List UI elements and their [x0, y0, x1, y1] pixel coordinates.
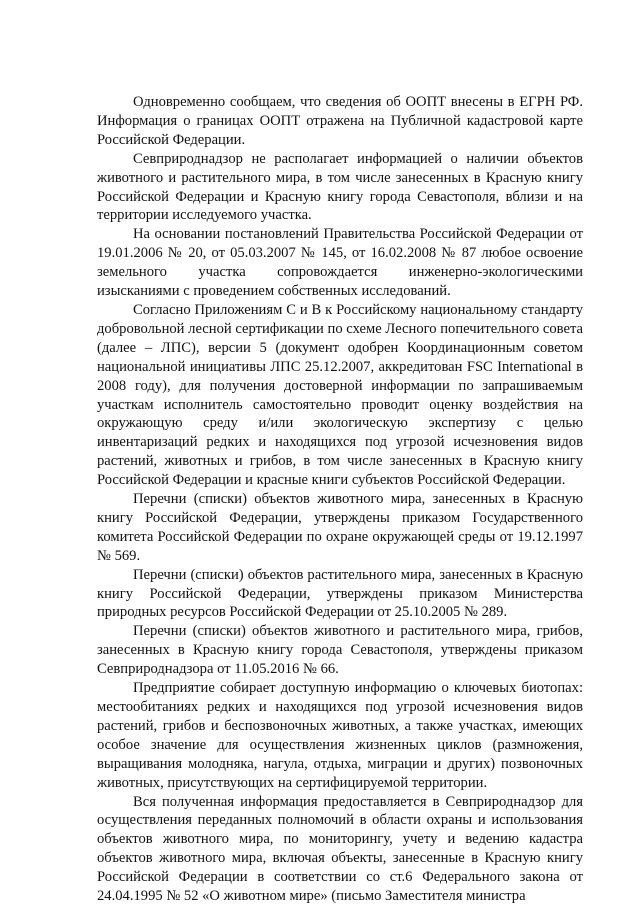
paragraph-fauna-lists: Перечни (списки) объектов животного мира, занесенных в Красную книгу Российской Федерации, утверждены приказом Государственного комитета Российской Федерации по охране окружающей среды от 19.12.1997 № 569.	[97, 491, 583, 564]
paragraph-government-decrees: На основании постановлений Правительства Российской Федерации от 19.01.2006 № 20, от 05.03.2007 № 145, от 16.02.2008 № 87 любое освоение земельного участка сопровождается инженерно-экологическими изысканиями с проведением собственных исследований.	[97, 226, 583, 300]
document-body	[97, 93, 583, 906]
paragraph-key-biotopes: Предприятие собирает доступную информацию о ключевых биотопах: местообитаниях редких и находящихся под угрозой исчезновения видов растений, грибов и беспозвоночных животных, а также участках, имеющих особое значение для осуществления жизненных циклов (размножения, выращивания молодняка, нагула, отдыха, миграции и других) позвоночных животных, присутствующих на сертифицируемой территории.	[97, 680, 583, 791]
paragraph-flora-lists: Перечни (списки) объектов растительного мира, занесенных в Красную книгу Российской Федерации, утверждены приказом Министерства природных ресурсов Российской Федерации от 25.10.2005 № 289.	[97, 566, 583, 621]
paragraph-oopt-egrn: Одновременно сообщаем, что сведения об ООПТ внесены в ЕГРН РФ. Информация о границах ООПТ отражена на Публичной кадастровой карте Российской Федерации.	[97, 94, 583, 148]
paragraph-information-transfer: Вся полученная информация предоставляется в Севприроднадзор для осуществления переданных полномочий в области охраны и использования объектов животного мира, по мониторингу, учету и ведению кадастра объектов животного мира, включая объекты, занесенные в Красную книгу Российской Федерации в соответствии со ст.6 Федерального закона от 24.04.1995 № 52 «О животном мире» (письмо Заместителя министра	[97, 793, 583, 905]
paragraph-no-information: Севприроднадзор не располагает информацией о наличии объектов животного и растительного мира, в том числе занесенных в Красную книгу Российской Федерации и Красную книгу города Севастополя, вблизи и на территории исследуемого участка.	[97, 150, 583, 224]
paragraph-sevastopol-lists: Перечни (списки) объектов животного и растительного мира, грибов, занесенных в Красную книгу города Севастополя, утверждены приказом Севприроднадзора от 11.05.2016 № 66.	[97, 623, 583, 678]
paragraph-forest-certification: Согласно Приложениям С и В к Российскому национальному стандарту добровольной лесной сертификации по схеме Лесного попечительного совета (далее – ЛПС), версии 5 (документ одобрен Координационным советом национальной инициативы ЛПС 25.12.2007, аккредитован FSC International в 2008 году), для получения достоверной информации по запрашиваемым участкам исполнитель самостоятельно проводит оценку воздействия на окружающую среду и/или экологическую экспертизу с целью инвентаризаций редких и находящихся под угрозой исчезновения видов растений, животных и грибов, в том числе занесенных в Красную книгу Российской Федерации и красные книги субъектов Российской Федерации.	[97, 301, 583, 489]
